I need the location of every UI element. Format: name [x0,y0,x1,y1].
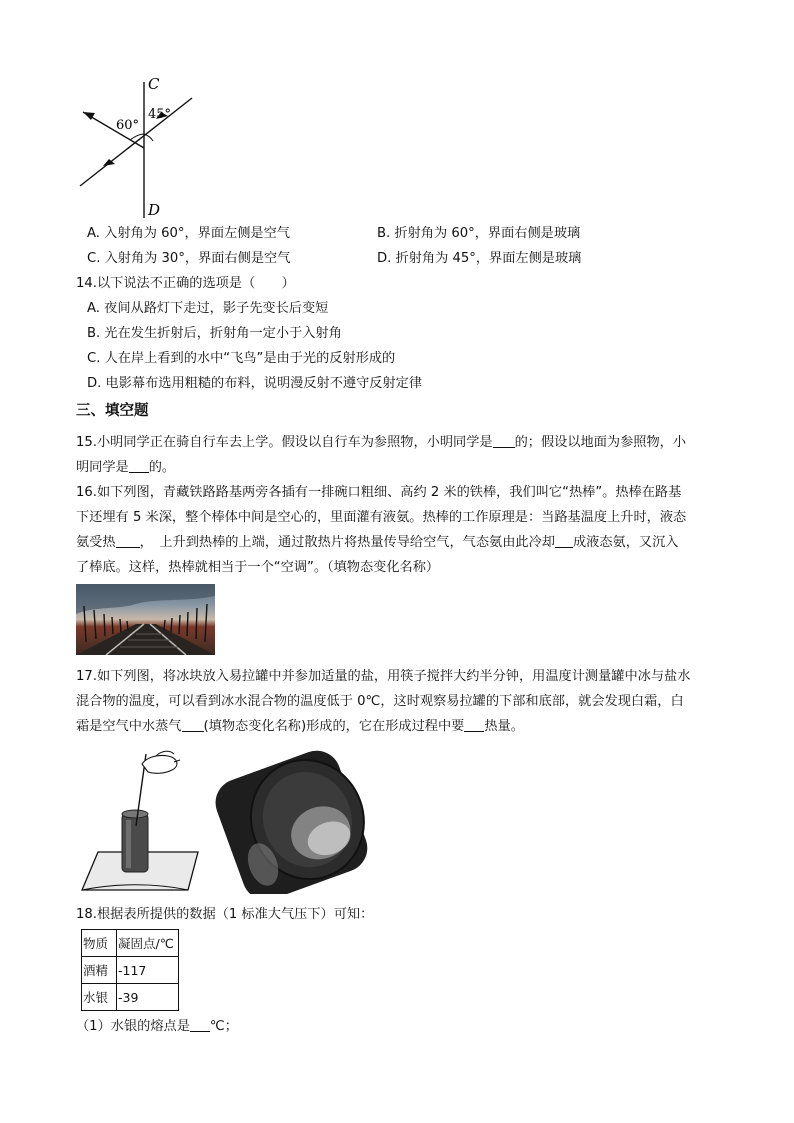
label-c: C [148,75,160,93]
sub-question-text: （1）水银的熔点是 [76,1019,190,1034]
q15-text-4: 的。 [148,459,176,475]
answer-blank [182,717,204,732]
question-18-sub-1 [76,1017,238,1036]
ice-can-illustration [76,740,372,894]
question-18-stem: 18.根据表所提供的数据（1 标准大气压下）可知： [76,907,374,922]
option-c: C. 人在岸上看到的水中“飞鸟”是由于光的反射形成的 [87,351,396,366]
table-cell: -39 [117,984,179,1011]
table-cell: 水银 [82,984,117,1011]
angle-label-45: 45° [148,107,172,122]
question-16 [76,480,726,580]
option-b: B. 光在发生折射后，折射角一定小于入射角 [87,326,342,341]
q15-text-3: 明同学是 [76,459,129,475]
option-c: C. 入射角为 30°，界面右侧是空气 [87,251,291,266]
table-row [82,957,179,984]
q15-text-2: 的；假设以地面为参照物，小 [514,435,687,450]
option-a: A. 入射角为 60°，界面左侧是空气 [87,226,290,241]
angle-label-60: 60° [116,118,140,133]
question-17 [76,664,726,739]
q16-line-3c: 成液态氨，又沉入 [572,535,679,550]
q17-line-3a: 霜是空气中水蒸气 [76,719,182,734]
q17-line-3b: (填物态变化名称)形成的，它在形成过程中要 [203,719,465,734]
q16-line-3b: ， 上升到热棒的上端，通过散热片将热量传导给空气，气态氨由此冷却 [139,535,555,550]
incident-refracted-ray [80,98,192,186]
q17-line-2: 混合物的温度，可以看到冰水混合物的温度低于 0℃，这时观察易拉罐的下部和底部，就会发现白霜，白 [76,694,684,709]
q16-line-3a: 氨受热 [76,535,116,550]
question-14-stem: 14.以下说法不正确的选项是（ ） [76,276,295,291]
q16-line-1: 16.如下列图，青藏铁路路基两旁各插有一排碗口粗细、高约 2 米的铁棒，我们叫它“热棒”。热棒在路基 [76,485,682,500]
q17-line-3c: 热量。 [484,719,524,734]
refraction-diagram [70,74,210,224]
label-d: D [148,201,161,219]
table-header: 凝固点/℃ [117,930,179,957]
q15-text-1: 15.小明同学正在骑自行车去上学。假设以自行车为参照物，小明同学是 [76,435,493,450]
answer-blank [464,717,484,732]
table-row [82,984,179,1011]
table-cell: -117 [117,957,179,984]
sub-question-unit: ℃； [209,1019,238,1034]
freezing-point-table [81,929,179,1011]
railway-heat-pipe-photo [76,584,215,655]
answer-blank [129,458,149,473]
option-d: D. 折射角为 45°，界面左侧是玻璃 [377,251,582,266]
option-b: B. 折射角为 60°，界面右侧是玻璃 [377,226,581,241]
q17-line-1: 17.如下列图，将冰块放入易拉罐中并参加适量的盐，用筷子搅拌大约半分钟，用温度计测量罐中冰与盐水 [76,669,691,684]
option-d: D. 电影幕布选用粗糙的布料，说明漫反射不遵守反射定律 [87,376,423,391]
table-header: 物质 [82,930,117,957]
answer-blank [116,533,140,548]
q16-line-2: 下还埋有 5 米深，整个棒体中间是空心的，里面灌有液氨。热棒的工作原理是：当路基温度上升时，液态 [76,510,687,525]
answer-blank [190,1017,210,1032]
answer-blank [555,533,573,548]
question-15 [76,431,726,480]
section-title: 三、填空题 [76,403,149,419]
table-cell: 酒精 [82,957,117,984]
table-header-row [82,930,179,957]
option-a: A. 夜间从路灯下走过，影子先变长后变短 [87,301,329,316]
q16-line-4: 了棒底。这样，热棒就相当于一个“空调”。（填物态变化名称） [76,560,440,575]
answer-blank [493,433,515,448]
